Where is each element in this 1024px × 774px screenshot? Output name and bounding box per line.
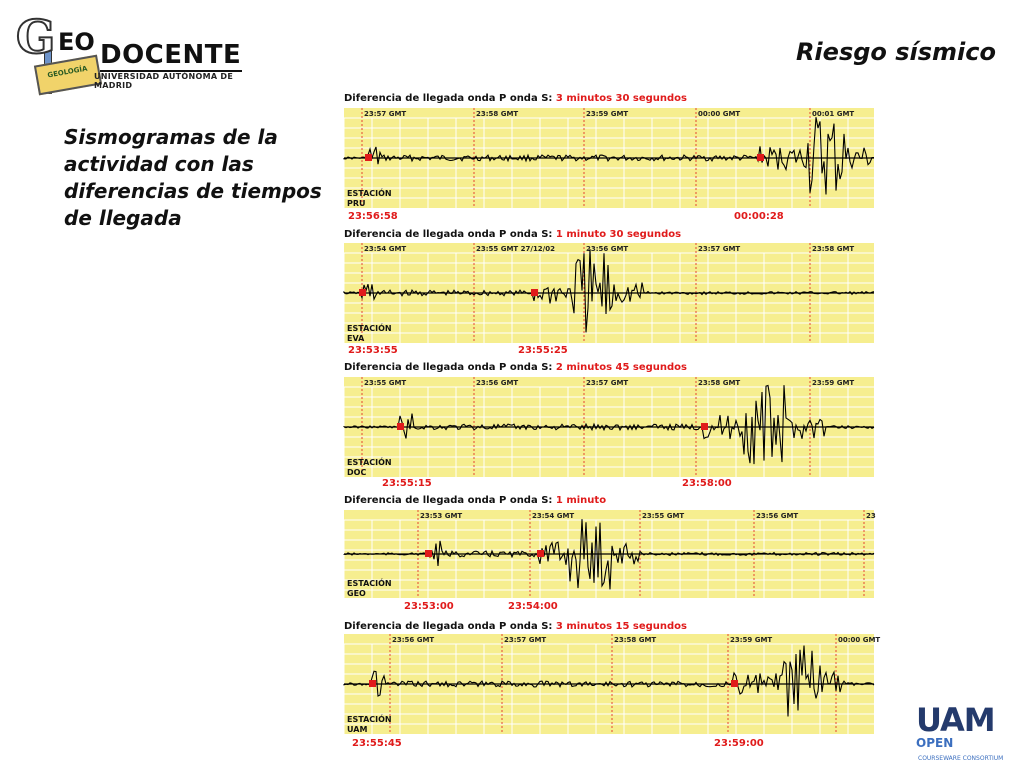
station-code: UAM — [347, 725, 368, 734]
s-wave-marker — [531, 289, 538, 296]
seismogram-1 — [344, 108, 874, 208]
minute-tick-label: 23:55 GMT — [364, 379, 407, 387]
arrival-time-s: 23:58:00 — [682, 478, 732, 489]
uam-wordmark: UAM — [916, 701, 995, 739]
minute-tick-label: 23:58 GMT — [476, 110, 519, 118]
heading-prefix: Diferencia de llegada onda P onda S: — [344, 621, 556, 632]
minute-tick-label: 23:59 GMT — [730, 636, 773, 644]
minute-tick-label: 23:58 GMT — [812, 245, 855, 253]
arrival-time-p: 23:56:58 — [348, 211, 398, 222]
station-code: DOC — [347, 468, 367, 477]
heading-prefix: Diferencia de llegada onda P onda S: — [344, 362, 556, 373]
heading-prefix: Diferencia de llegada onda P onda S: — [344, 495, 556, 506]
page-subtitle: Sismogramas de la actividad con las diferencias de tiempos de llegada — [64, 125, 322, 230]
seismogram-2 — [344, 243, 874, 343]
station-label: ESTACIÓN — [347, 189, 392, 198]
arrival-time-p: 23:53:00 — [404, 601, 454, 612]
logo-docente: DOCENTE — [100, 40, 242, 70]
open-wordmark: OPEN — [916, 736, 954, 750]
s-wave-marker — [701, 423, 708, 430]
arrival-time-s: 23:55:25 — [518, 345, 568, 356]
minute-tick-label: 23:59 GMT — [586, 110, 629, 118]
uam-ocw-logo — [916, 701, 1006, 762]
station-label: ESTACIÓN — [347, 458, 392, 467]
panel-heading-4 — [344, 495, 606, 506]
book-label: GEOLOGÍA — [46, 64, 89, 80]
heading-prefix: Diferencia de llegada onda P onda S: — [344, 229, 556, 240]
minute-tick-label: 00:00 GMT — [838, 636, 881, 644]
s-wave-marker — [537, 550, 544, 557]
p-wave-marker — [359, 289, 366, 296]
station-code: PRU — [347, 199, 366, 208]
panel-heading-5 — [344, 621, 687, 632]
station-label: ESTACIÓN — [347, 579, 392, 588]
minute-tick-label: 23:56 GMT — [392, 636, 435, 644]
minute-tick-label: 23:57 GMT — [364, 110, 407, 118]
arrival-time-p: 23:55:15 — [382, 478, 432, 489]
minute-tick-label: 23:58 GMT — [698, 379, 741, 387]
minute-tick-label: 00:00 GMT — [698, 110, 741, 118]
minute-tick-label: 23:54 GMT — [532, 512, 575, 520]
p-wave-marker — [425, 550, 432, 557]
minute-tick-label: 23:59 GMT — [812, 379, 855, 387]
panel-heading-2 — [344, 229, 681, 240]
station-label: ESTACIÓN — [347, 324, 392, 333]
minute-tick-label: 23:56 GMT — [476, 379, 519, 387]
consortium-text: COURSEWARE CONSORTIUM — [918, 755, 1004, 762]
station-code: GEO — [347, 589, 366, 598]
logo-letter: G — [16, 10, 56, 64]
panel-heading-3 — [344, 362, 687, 373]
seismogram-5 — [344, 634, 881, 734]
logo-university: UNIVERSIDAD AUTÓNOMA DE MADRID — [94, 72, 234, 90]
minute-tick-label: 23:53 GMT — [420, 512, 463, 520]
p-wave-marker — [365, 154, 372, 161]
seismogram-3 — [344, 377, 874, 477]
minute-tick-label: 00:01 GMT — [812, 110, 855, 118]
arrival-time-p: 23:53:55 — [348, 345, 398, 356]
heading-value: 2 minutos 45 segundos — [555, 362, 688, 373]
logo-eo: EO — [58, 28, 95, 56]
s-wave-marker — [731, 680, 738, 687]
geodocente-logo — [14, 10, 254, 94]
heading-value: 3 minutos 15 segundos — [555, 621, 688, 632]
p-wave-marker — [397, 423, 404, 430]
minute-tick-label: 23:55 GMT — [642, 512, 685, 520]
arrival-time-s: 23:54:00 — [508, 601, 558, 612]
page-title: Riesgo sísmico — [795, 38, 996, 66]
heading-value: 1 minuto — [555, 495, 607, 506]
minute-tick-label: 23:54 GMT — [364, 245, 407, 253]
arrival-time-p: 23:55:45 — [352, 738, 402, 749]
minute-tick-label: 23:57 GMT — [698, 245, 741, 253]
minute-tick-label: 23:56 GMT — [586, 245, 629, 253]
minute-tick-label: 23:57 GMT — [586, 379, 629, 387]
minute-tick-label: 23:58 GMT — [614, 636, 657, 644]
s-wave-marker — [757, 154, 764, 161]
minute-tick-label: 23:57 GMT — [504, 636, 547, 644]
seismogram-4 — [344, 510, 874, 598]
heading-prefix: Diferencia de llegada onda P onda S: — [344, 93, 556, 104]
minute-tick-label: 23 — [866, 512, 876, 520]
heading-value: 1 minuto 30 segundos — [555, 229, 682, 240]
heading-value: 3 minutos 30 segundos — [555, 93, 688, 104]
minute-tick-label: 23:55 GMT 27/12/02 — [476, 245, 555, 253]
station-label: ESTACIÓN — [347, 715, 392, 724]
minute-tick-label: 23:56 GMT — [756, 512, 799, 520]
arrival-time-s: 00:00:28 — [734, 211, 784, 222]
p-wave-marker — [369, 680, 376, 687]
arrival-time-s: 23:59:00 — [714, 738, 764, 749]
panel-heading-1 — [344, 93, 687, 104]
station-code: EVA — [347, 334, 365, 343]
